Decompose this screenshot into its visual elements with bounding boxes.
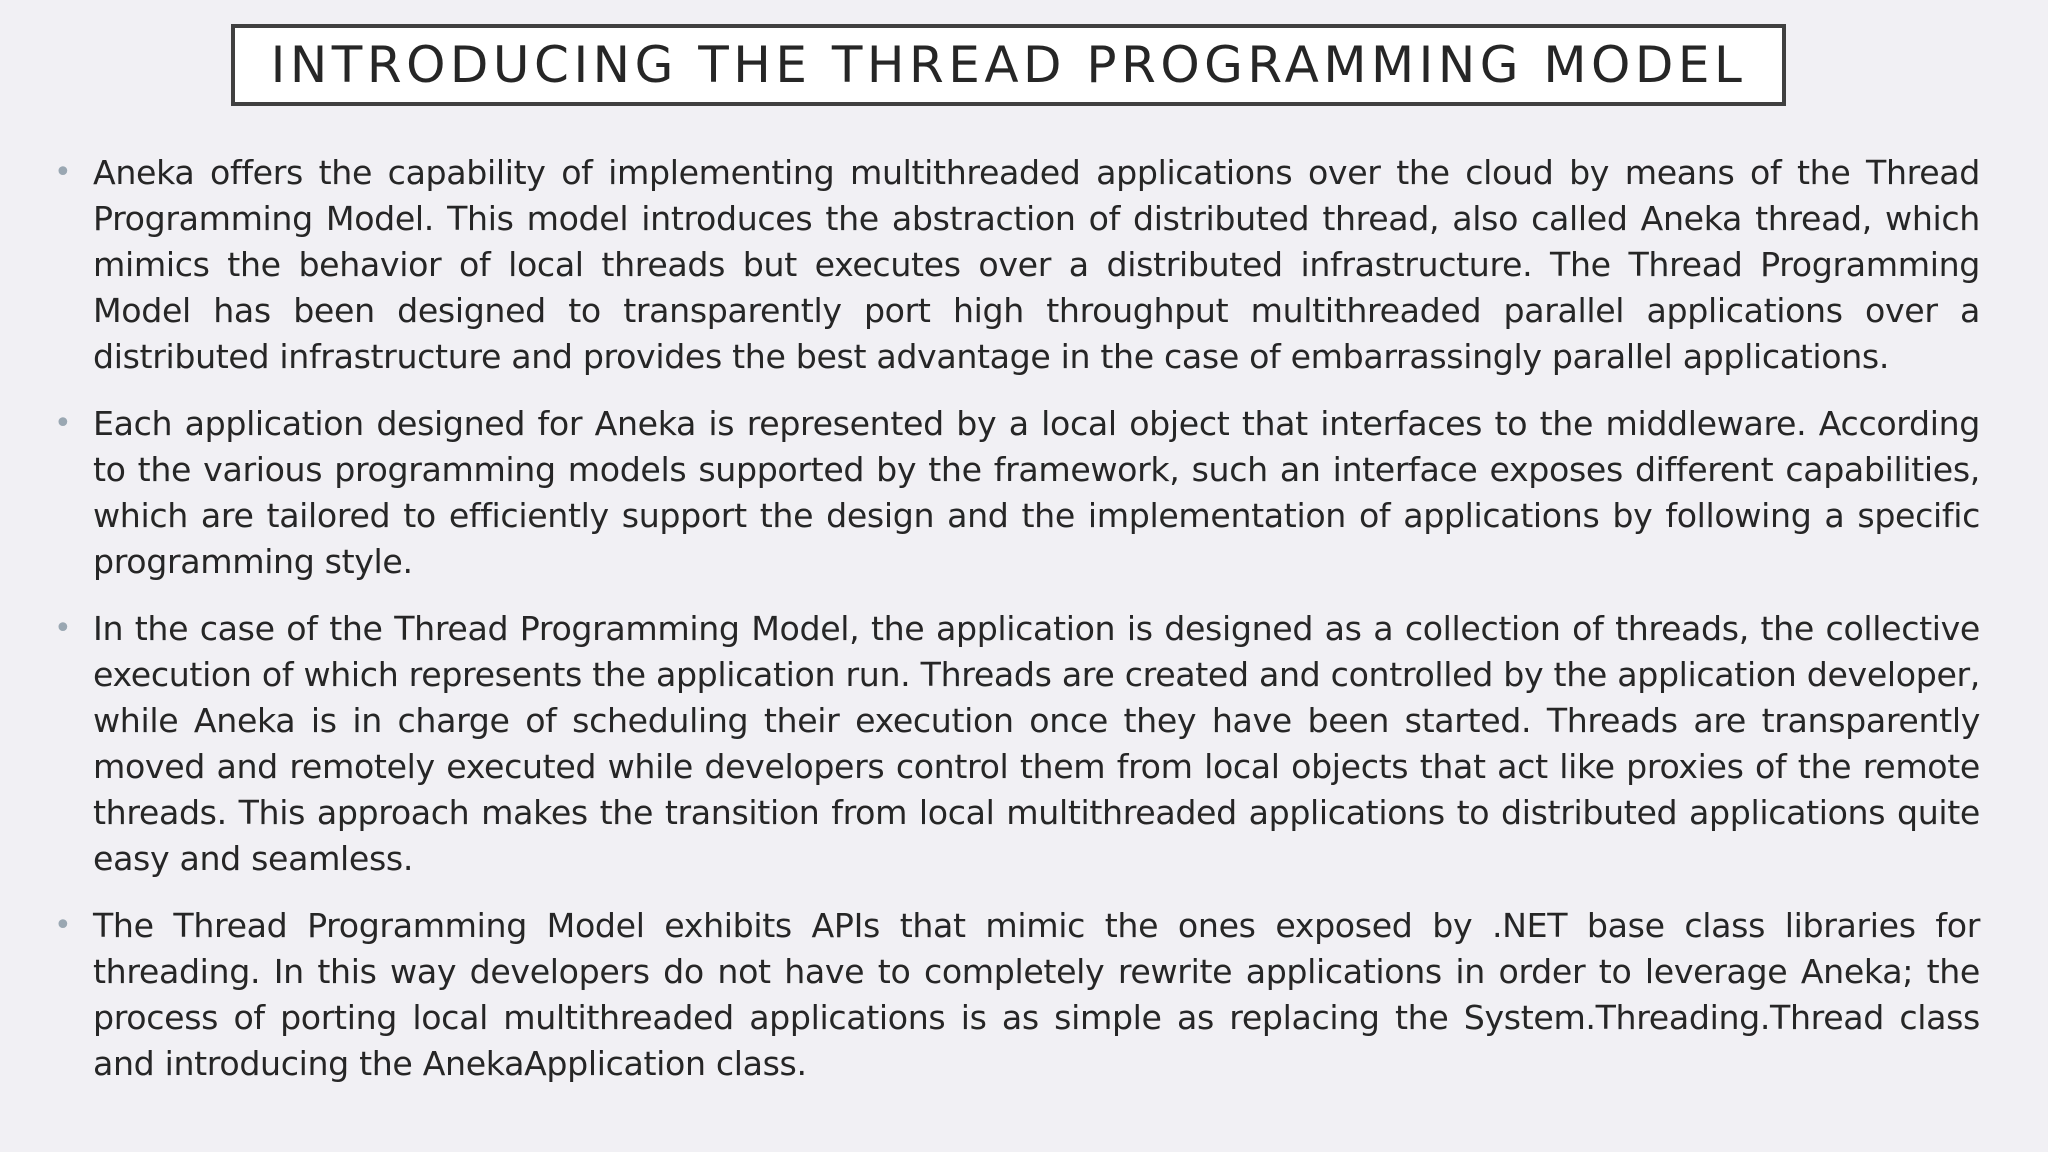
bullet-item [53,903,1980,1087]
bullet-item [53,606,1980,882]
bullet-text: Each application designed for Aneka is represented by a local object that interfaces to the middleware. According to the various programming models supported by the framework, such an interface exposes different capabilities, which are tailored to efficiently support the design and the implementation of applications by following a specific programming style. [93,404,1980,581]
bullet-dot-icon: • [54,155,72,190]
bullet-text: In the case of the Thread Programming Model, the application is designed as a collection of threads, the collective execution of which represents the application run. Threads are created and controlled by the application developer, while Aneka is in charge of scheduling their execution once they have been started. Threads are transparently moved and remotely executed while developers control them from local objects that act like proxies of the remote threads. This approach makes the transition from local multithreaded applications to distributed applications quite easy and seamless. [93,609,1980,878]
title-box [231,24,1786,106]
bullet-list [53,150,1980,1108]
slide-title: INTRODUCING THE THREAD PROGRAMMING MODEL [270,36,1747,94]
bullet-text: The Thread Programming Model exhibits APIs that mimic the ones exposed by .NET base class libraries for threading. In this way developers do not have to completely rewrite applications in order to leverage Aneka; the process of porting local multithreaded applications is as simple as replacing the System.Threading.Thread class and introducing the AnekaApplication class. [93,906,1980,1083]
bullet-dot-icon: • [54,406,72,441]
bullet-text: Aneka offers the capability of implementing multithreaded applications over the cloud by means of the Thread Programming Model. This model introduces the abstraction of distributed thread, also called Aneka thread, which mimics the behavior of local threads but executes over a distributed infrastructure. The Thread Programming Model has been designed to transparently port high throughput multithreaded parallel applications over a distributed infrastructure and provides the best advantage in the case of embarrassingly parallel applications. [93,153,1980,376]
bullet-item [53,150,1980,380]
bullet-dot-icon: • [54,611,72,646]
bullet-dot-icon: • [54,908,72,943]
bullet-item [53,401,1980,585]
